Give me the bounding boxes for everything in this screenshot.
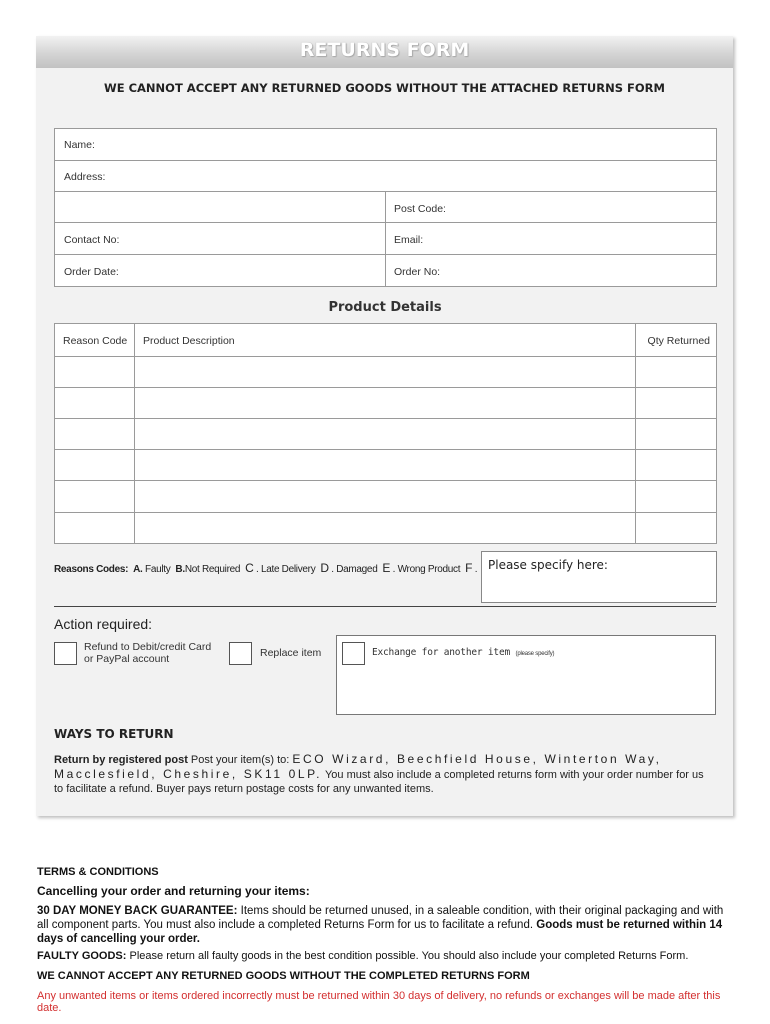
replace-option-label: Replace item: [260, 647, 322, 659]
reason-b-text: Not Required: [184, 564, 241, 575]
reason-e-code: E: [382, 561, 391, 575]
order-date-label: Order Date:: [64, 266, 119, 278]
row-2-reason-cell[interactable]: [54, 387, 135, 419]
row-3-qty-cell[interactable]: [635, 418, 717, 450]
row-4-reason-cell[interactable]: [54, 449, 135, 481]
reason-a-text: Faulty: [145, 564, 171, 575]
specify-reason-field[interactable]: [481, 551, 717, 603]
post-code-label: Post Code:: [394, 203, 446, 215]
contact-label: Contact No:: [64, 234, 120, 246]
guarantee-text: Items should be returned unused, in a saleable condition, with their original packaging and with all component parts. You must also include a completed Returns Form for us to facilitate a refund.: [37, 905, 724, 931]
faulty-goods-paragraph: [37, 950, 737, 962]
reason-c-code: C: [245, 561, 254, 575]
exchange-option-label: [372, 647, 554, 660]
row-3-description-cell[interactable]: [134, 418, 636, 450]
row-5-reason-cell[interactable]: [54, 480, 135, 513]
ways-to-return-title: WAYS TO RETURN: [54, 727, 174, 741]
ways-to-return-text: [54, 752, 714, 796]
refund-label-line-1: Refund to Debit/credit Card: [84, 641, 212, 653]
specify-reason-label: Please specify here:: [488, 558, 608, 572]
reason-codes-label: Reasons Codes:: [54, 564, 129, 575]
product-description-header-label: Product Description: [143, 335, 235, 347]
reason-codes-legend: [54, 561, 477, 575]
row-6-description-cell[interactable]: [134, 512, 636, 544]
reason-d-text: . Damaged: [331, 564, 378, 575]
action-required-title: Action required:: [54, 616, 153, 632]
exchange-note: (please specify): [515, 651, 555, 657]
row-4-qty-cell[interactable]: [635, 449, 717, 481]
form-title: RETURNS FORM: [299, 39, 470, 61]
row-6-qty-cell[interactable]: [635, 512, 717, 544]
refund-deadline-note: Any unwanted items or items ordered incorrectly must be returned within 30 days of delivery, no refunds or exchanges will be made after this date.: [37, 990, 721, 1014]
row-1-qty-cell[interactable]: [635, 356, 717, 388]
completed-form-warning: WE CANNOT ACCEPT ANY RETURNED GOODS WITHOUT THE COMPLETED RETURNS FORM: [37, 970, 530, 982]
refund-checkbox[interactable]: [54, 642, 77, 665]
reason-a-code: A.: [133, 564, 143, 575]
contact-field[interactable]: [54, 222, 386, 255]
product-description-header: [134, 323, 636, 357]
row-5-description-cell[interactable]: [134, 480, 636, 513]
refund-option-label: [84, 641, 211, 665]
faulty-goods-label: FAULTY GOODS:: [37, 950, 127, 962]
email-label: Email:: [394, 234, 424, 246]
terms-subtitle: Cancelling your order and returning your items:: [37, 884, 310, 898]
order-no-label: Order No:: [394, 266, 441, 278]
row-3-reason-cell[interactable]: [54, 418, 135, 450]
row-1-reason-cell[interactable]: [54, 356, 135, 388]
exchange-checkbox[interactable]: [342, 642, 365, 665]
section-divider: [54, 606, 716, 607]
reason-code-header-label: Reason Code: [63, 335, 128, 347]
row-1-description-cell[interactable]: [134, 356, 636, 388]
row-5-qty-cell[interactable]: [635, 480, 717, 513]
refund-label-line-2: or PayPal account: [84, 653, 170, 665]
guarantee-deadline: Goods must be returned within 14 days of cancelling your order.: [37, 919, 723, 945]
exchange-label: Exchange for another item: [372, 647, 510, 658]
qty-returned-header-label: Qty Returned: [647, 335, 710, 347]
terms-title: TERMS & CONDITIONS: [37, 866, 159, 878]
reason-e-text: . Wrong Product: [392, 564, 461, 575]
name-label: Name:: [64, 139, 95, 151]
post-code-field[interactable]: [385, 191, 717, 223]
replace-checkbox[interactable]: [229, 642, 252, 665]
address-field[interactable]: [54, 160, 717, 192]
registered-post-lead: Return by registered post: [54, 754, 188, 766]
reason-b-code: B.: [175, 564, 185, 575]
row-6-reason-cell[interactable]: [54, 512, 135, 544]
form-notice: WE CANNOT ACCEPT ANY RETURNED GOODS WITHOUT THE ATTACHED RETURNS FORM: [104, 81, 665, 95]
return-address: ECO Wizard, Beechfield House, Winterton Way, Macclesfield, Cheshire, SK11 0LP.: [54, 752, 662, 781]
name-field[interactable]: [54, 128, 717, 161]
row-2-description-cell[interactable]: [134, 387, 636, 419]
order-no-field[interactable]: [385, 254, 717, 287]
reason-c-text: . Late Delivery: [255, 564, 316, 575]
reason-d-code: D: [320, 561, 329, 575]
order-date-field[interactable]: [54, 254, 386, 287]
qty-returned-header: [635, 323, 717, 357]
address-line-2-field[interactable]: [54, 191, 386, 223]
address-label: Address:: [64, 171, 106, 183]
faulty-goods-text: Please return all faulty goods in the best condition possible. You should also include your completed Returns Form.: [129, 950, 689, 962]
reason-f-code: F: [465, 561, 473, 575]
guarantee-label: 30 DAY MONEY BACK GUARANTEE:: [37, 905, 238, 917]
reason-f-text: .: [474, 564, 478, 575]
form-title-bar: [36, 36, 733, 68]
guarantee-paragraph: [37, 904, 737, 946]
email-field[interactable]: [385, 222, 717, 255]
row-2-qty-cell[interactable]: [635, 387, 717, 419]
product-details-title: Product Details: [328, 300, 442, 315]
post-requirements: You must also include a completed returns form with your order number for us to facilitate a refund. Buyer pays return postage costs for any unwanted items.: [54, 769, 704, 795]
post-instruction: Post your item(s) to:: [190, 754, 290, 766]
reason-code-header: [54, 323, 135, 357]
row-4-description-cell[interactable]: [134, 449, 636, 481]
